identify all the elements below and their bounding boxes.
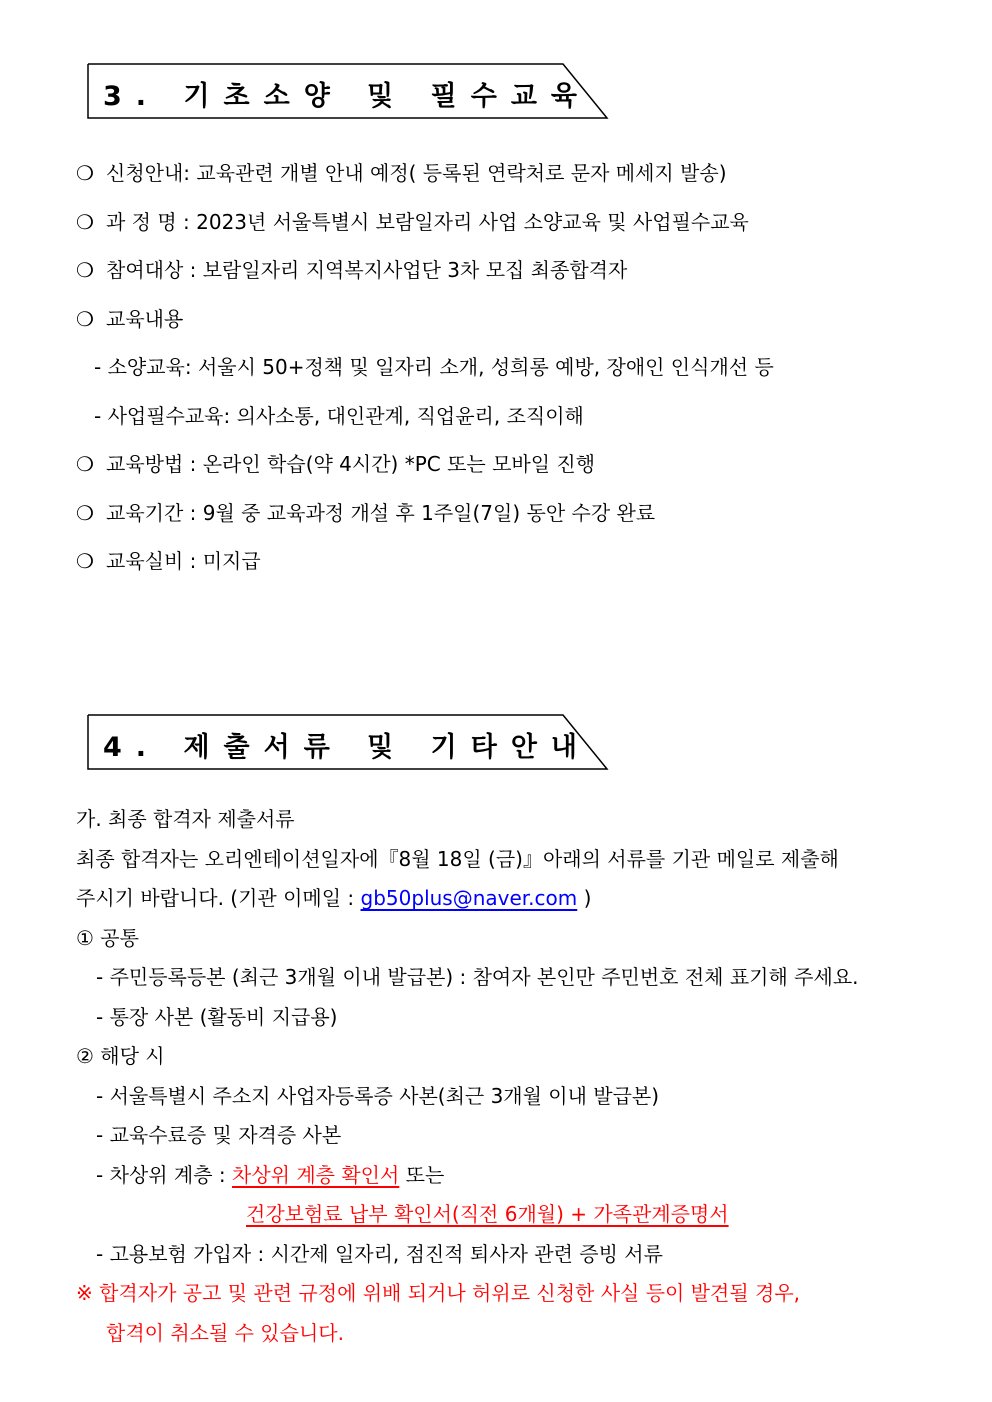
bullet-item <box>76 500 655 526</box>
circle-bullet-icon: ❍ <box>76 501 94 525</box>
case-item-1: - 서울특별시 주소지 사업자등록증 사본(최근 3개월 이내 발급본) <box>96 1084 660 1108</box>
bullet-item <box>76 209 749 235</box>
section-3-header <box>87 63 609 119</box>
bullet-item <box>76 451 595 477</box>
low-income-item <box>96 1162 444 1188</box>
bullet-item <box>76 160 727 186</box>
item-text: - 소양교육: 서울시 50+정책 및 일자리 소개, 성희롱 예방, 장애인 인식개선 등 <box>94 355 774 379</box>
intro-line-2-prefix: 주시기 바랍니다. (기관 이메일 : <box>76 886 361 910</box>
bullet-item <box>76 306 183 332</box>
email-link[interactable]: gb50plus@naver.com <box>360 886 578 910</box>
low-income-document: 차상위 계층 확인서 <box>232 1163 400 1187</box>
item-text: 교육내용 <box>106 307 184 331</box>
item-text: 과 정 명 : 2023년 서울특별시 보람일자리 사업 소양교육 및 사업필수교육 <box>106 210 749 234</box>
bullet-item <box>76 257 627 283</box>
notice-line-2: 합격이 취소될 수 있습니다. <box>106 1321 344 1345</box>
intro-line-2 <box>76 885 591 911</box>
item-text: 참여대상 : 보람일자리 지역복지사업단 3차 모집 최종합격자 <box>106 258 628 282</box>
common-item-1: - 주민등록등본 (최근 3개월 이내 발급본) : 참여자 본인만 주민번호 전체 표기해 주세요. <box>96 965 859 989</box>
item-text: 교육실비 : 미지급 <box>106 549 261 573</box>
item-text: 교육방법 : 온라인 학습(약 4시간) *PC 또는 모바일 진행 <box>106 452 596 476</box>
item-text: - 사업필수교육: 의사소통, 대인관계, 직업윤리, 조직이해 <box>94 404 584 428</box>
item-text: 교육기간 : 9월 중 교육과정 개설 후 1주일(7일) 동안 수강 완료 <box>106 501 656 525</box>
bullet-item <box>76 548 261 574</box>
case-heading: ② 해당 시 <box>76 1044 165 1068</box>
item-text: 신청안내: 교육관련 개별 안내 예정( 등록된 연락처로 문자 메세지 발송) <box>106 161 727 185</box>
circle-bullet-icon: ❍ <box>76 210 94 234</box>
intro-line-1: 최종 합격자는 오리엔테이션일자에『8월 18일 (금)』아래의 서류를 기관 메일로 제출해 <box>76 847 839 871</box>
employment-insurance-item: - 고용보험 가입자 : 시간제 일자리, 점진적 퇴사자 관련 증빙 서류 <box>96 1242 663 1266</box>
section-4-header <box>87 714 609 770</box>
circle-bullet-icon: ❍ <box>76 549 94 573</box>
circle-bullet-icon: ❍ <box>76 307 94 331</box>
circle-bullet-icon: ❍ <box>76 161 94 185</box>
intro-line-2-suffix: ) <box>577 886 592 910</box>
low-income-prefix: - 차상위 계층 : <box>96 1163 232 1187</box>
subsection-title: 가. 최종 합격자 제출서류 <box>76 807 295 831</box>
low-income-alternative: 건강보험료 납부 확인서(직전 6개월) + 가족관계증명서 <box>246 1202 729 1226</box>
case-item-2: - 교육수료증 및 자격증 사본 <box>96 1123 342 1147</box>
notice-line-1: ※ 합격자가 공고 및 관련 규정에 위배 되거나 허위로 신청한 사실 등이 발견될 경우, <box>76 1281 801 1305</box>
section-3-title: 3. 기초소양 및 필수교육 <box>103 81 591 112</box>
common-heading: ① 공통 <box>76 926 139 950</box>
circle-bullet-icon: ❍ <box>76 452 94 476</box>
sub-item <box>94 403 584 429</box>
sub-item <box>94 354 774 380</box>
section-4-title: 4. 제출서류 및 기타안내 <box>103 732 591 763</box>
circle-bullet-icon: ❍ <box>76 258 94 282</box>
common-item-2: - 통장 사본 (활동비 지급용) <box>96 1005 338 1029</box>
low-income-or: 또는 <box>399 1163 445 1187</box>
